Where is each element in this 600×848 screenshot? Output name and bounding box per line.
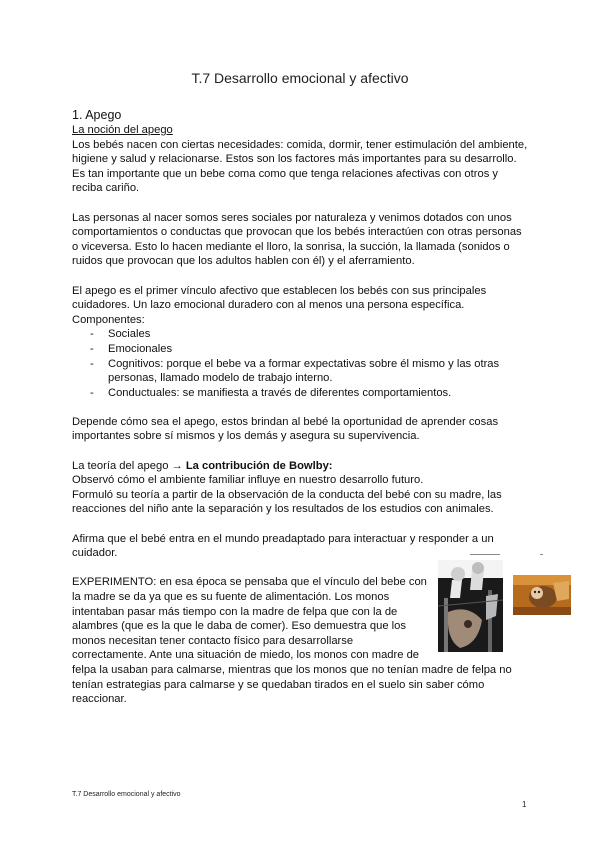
paragraph-attachment-definition: El apego es el primer vínculo afectivo que establecen los bebés con sus principales cuidadores. Un lazo emocional duradero con al menos una persona específica. <box>72 284 487 312</box>
subheading: La noción del apego <box>72 124 173 136</box>
section-heading: 1. Apego <box>72 108 122 122</box>
page-footer: T.7 Desarrollo emocional y afectivo <box>72 791 181 798</box>
list-item: - Conductuales: se manifiesta a través de diferentes comportamientos. <box>90 386 530 401</box>
components-list <box>72 327 530 400</box>
page-number: 1 <box>522 800 527 809</box>
divider <box>540 554 543 555</box>
components-label: Componentes: <box>72 313 145 326</box>
paragraph-needs: Los bebés nacen con ciertas necesidades: comida, dormir, tener estimulación del ambiente, higiene y salud y relacionarse. Estos son los factores más importantes para su desarrollo. Es tan importante que un bebe coma como que tenga relaciones afectivas con otros y reciba cariño. <box>72 138 528 195</box>
list-item: - Sociales <box>90 327 530 342</box>
theory-bold: La contribución de Bowlby: <box>185 459 333 472</box>
paragraph-experiment-wrapped: EXPERIMENTO: en esa época se pensaba que el vínculo del bebe con la madre se da ya que es su fuente de alimentación. Los monos intentaban pasar más tiempo con la madre de felpa que con la de alambres (que es la que le daba de comer). Eso demuestra que los monos necesitan tener contacto físico para desarrollarse correctamente. Ante una situación de miedo, los monos con madre de <box>72 576 427 662</box>
monkey-color-photo <box>513 575 571 615</box>
theory-prefix: La teoría del apego → <box>72 459 186 472</box>
paragraph-experiment-continued: felpa la usaban para calmarse, mientras que los monos que no tenían madre de felpa no tenían estrategias para calmarse y se quedaban tirados en el suelo sin saber cómo reaccionar. <box>72 663 512 706</box>
divider <box>470 554 500 555</box>
paragraph-bowlby-observed: Observó cómo el ambiente familiar influye en nuestro desarrollo futuro. <box>72 474 424 487</box>
document-title: T.7 Desarrollo emocional y afectivo <box>191 70 409 86</box>
paragraph-bowlby-theory: Formuló su teoría a partir de la observación de la conducta del bebé con su madre, las reacciones del niño ante la separación y los resultados de los estudios con animales. <box>72 488 502 516</box>
monkey-cloth-mother-photo <box>438 560 503 652</box>
list-item: - Emocionales <box>90 342 530 357</box>
paragraph-preadapted: Afirma que el bebé entra en el mundo preadaptado para interactuar y responder a un cuidador. <box>72 532 494 560</box>
theory-heading <box>72 459 530 474</box>
paragraph-attachment-benefits: Depende cómo sea el apego, estos brindan al bebé la oportunidad de aprender cosas importantes sobre sí mismos y los demás y asegura su supervivencia. <box>72 415 499 443</box>
paragraph-social-beings: Las personas al nacer somos seres sociales por naturaleza y venimos dotados con unos comportamientos o conductas que provocan que los bebés interactúen con otras personas o viceversa. Esto lo hacen mediante el lloro, la sonrisa, la succión, la llamada (sonidos o ruidos que provocan que los adultos hablen con él) y el aferramiento. <box>72 211 522 268</box>
list-item: - Cognitivos: porque el bebe va a formar expectativas sobre él mismo y las otras personas, llamado modelo de trabajo interno. <box>90 357 530 386</box>
